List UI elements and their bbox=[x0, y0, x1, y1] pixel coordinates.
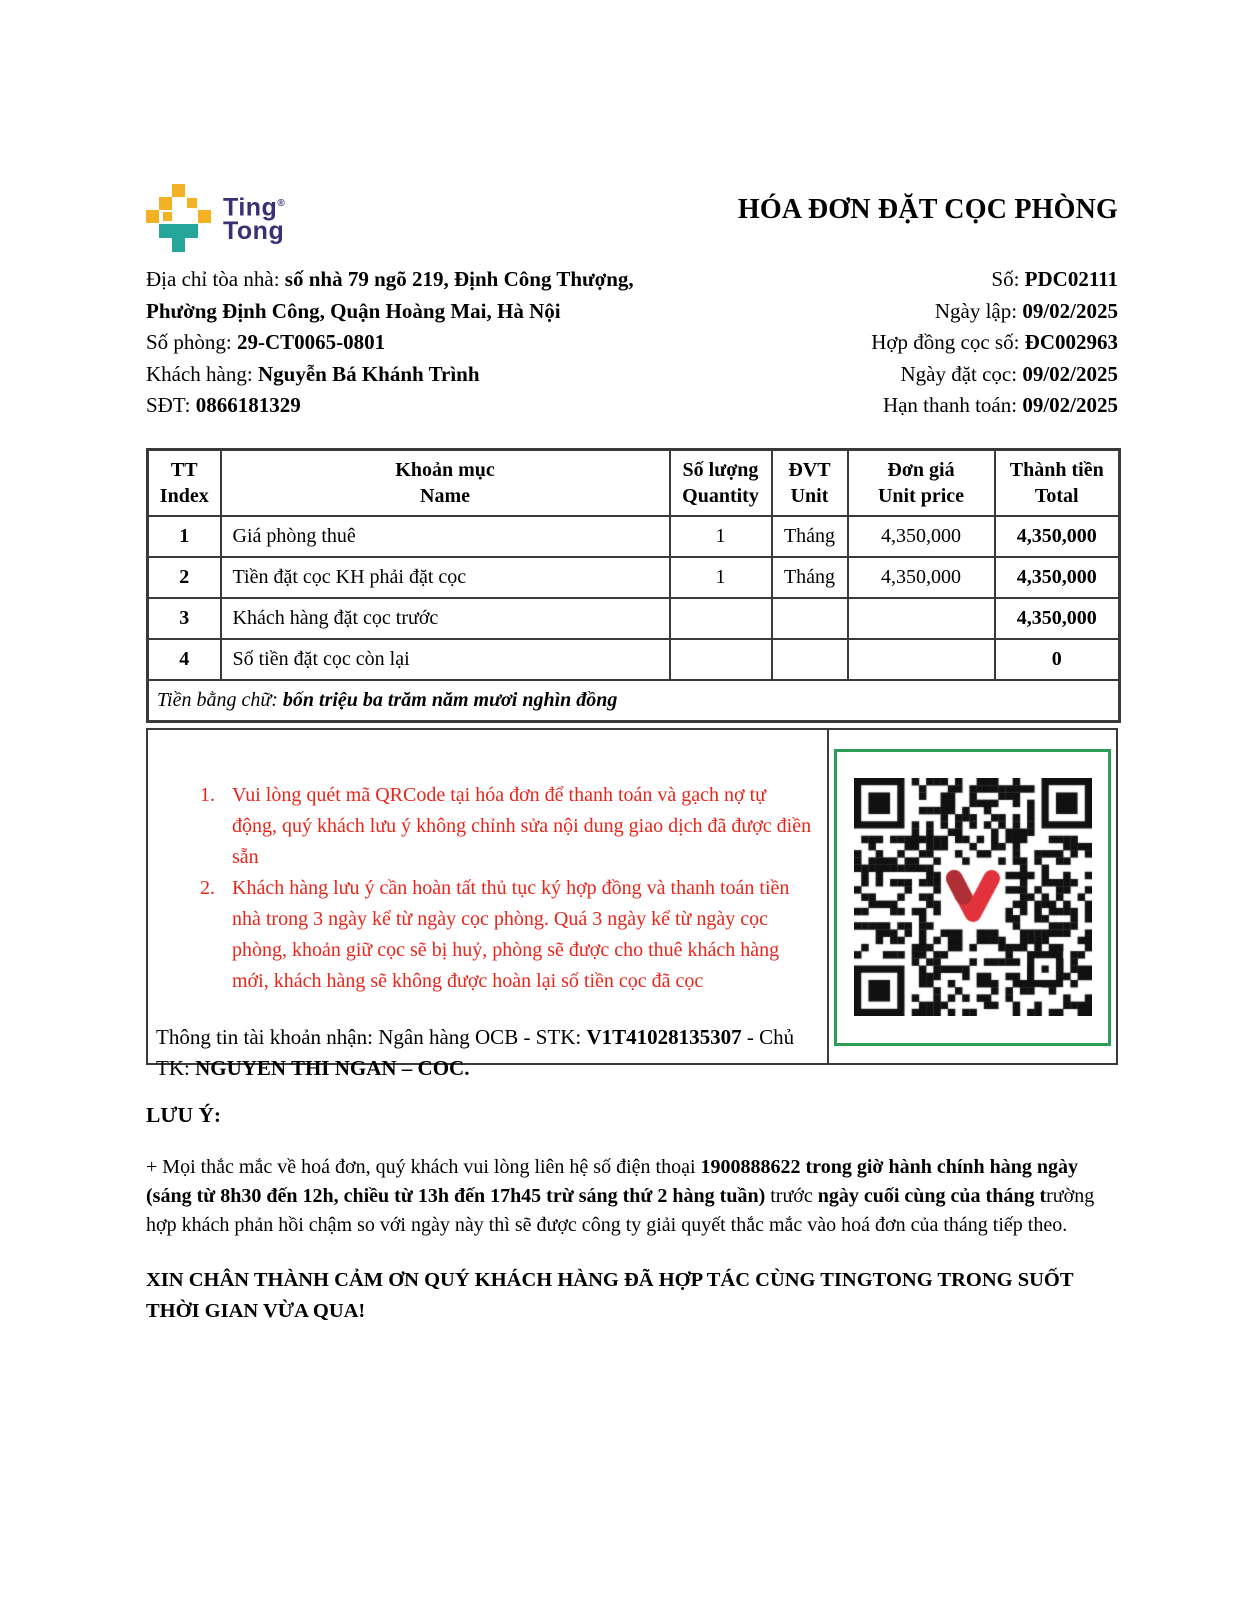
thank-you-note: XIN CHÂN THÀNH CẢM ƠN QUÝ KHÁCH HÀNG ĐÃ HỢP TÁC CÙNG TINGTONG TRONG SUỐT THỜI GIAN VỪA QUA! bbox=[146, 1268, 1074, 1322]
logo-word-ting: Ting bbox=[223, 193, 278, 222]
deposit-date-value: 09/02/2025 bbox=[1022, 361, 1118, 386]
cell-index: 4 bbox=[148, 639, 221, 680]
deposit-date-line: Ngày đặt cọc: 09/02/2025 bbox=[900, 361, 1118, 386]
notes-heading: LƯU Ý: bbox=[146, 1102, 222, 1127]
table-header bbox=[148, 449, 1120, 516]
col-header-total: Thành tiền Total bbox=[995, 449, 1120, 516]
cell-total: 4,350,000 bbox=[995, 516, 1120, 557]
header bbox=[146, 184, 1118, 252]
invoice-number-value: PDC02111 bbox=[1024, 267, 1118, 291]
notice-item-qr-payment: 1. Vui lòng quét mã QRCode tại hóa đơn để thanh toán và gạch nợ tự động, quý khách lưu ý không chỉnh sửa nội dung giao dịch đã được điền sẵn bbox=[220, 780, 813, 873]
table-row bbox=[148, 516, 1120, 557]
col-header-unit-price: Đơn giá Unit price bbox=[848, 449, 995, 516]
room-number-line: Số phòng: 29-CT0065-0801 bbox=[146, 330, 386, 354]
hotline-note: + Mọi thắc mắc về hoá đơn, quý khách vui lòng liên hệ số điện thoại 1900888622 trong giờ hành chính hàng ngày (sáng từ 8h30 đến 12h, chiều từ 13h đến 17h45 trừ sáng thứ 2 hàng tuần) trước ngày cuối cùng của tháng trường hợp khách phản hồi chậm so với ngày này thì sẽ được công ty giải quyết thắc mắc vào hoá đơn của tháng tiếp theo. bbox=[146, 1155, 1095, 1236]
payment-qr-code bbox=[854, 778, 1092, 1016]
amount-in-words-value: bốn triệu ba trăm năm mươi nghìn đồng bbox=[282, 688, 618, 711]
cell-quantity: 1 bbox=[670, 557, 772, 598]
deposit-contract-value: ĐC002963 bbox=[1024, 330, 1118, 354]
cell-quantity bbox=[670, 598, 772, 639]
cell-unit: Tháng bbox=[772, 516, 848, 557]
col-header-quantity: Số lượng Quantity bbox=[670, 449, 772, 516]
cell-name: Giá phòng thuê bbox=[221, 516, 670, 557]
cell-name: Số tiền đặt cọc còn lại bbox=[221, 639, 670, 680]
building-address-value: số nhà 79 ngõ 219, Định Công Thượng, Phường Định Công, Quận Hoàng Mai, Hà Nội bbox=[146, 267, 634, 323]
cell-unit bbox=[772, 598, 848, 639]
col-header-name: Khoản mục Name bbox=[221, 449, 670, 516]
cell-name: Tiền đặt cọc KH phải đặt cọc bbox=[221, 557, 670, 598]
payment-due-line: Hạn thanh toán: 09/02/2025 bbox=[882, 393, 1118, 417]
cell-index: 1 bbox=[148, 516, 221, 557]
cell-quantity bbox=[670, 639, 772, 680]
customer-name-line: Khách hàng: Nguyễn Bá Khánh Trình bbox=[146, 361, 480, 386]
phone-line: SĐT: 0866181329 bbox=[146, 393, 301, 417]
cell-index: 2 bbox=[148, 557, 221, 598]
red-notice-list bbox=[156, 780, 813, 997]
tingtong-logo-text bbox=[223, 192, 286, 246]
cell-unit: Tháng bbox=[772, 557, 848, 598]
invoice-content bbox=[146, 0, 1118, 1327]
qr-frame bbox=[834, 749, 1111, 1046]
col-header-unit: ĐVT Unit bbox=[772, 449, 848, 516]
building-address-line: Địa chỉ tòa nhà: số nhà 79 ngõ 219, Định Công Thượng, Phường Định Công, Quận Hoàng Mai, Hà Nội bbox=[146, 267, 634, 323]
invoice-info bbox=[146, 264, 1118, 422]
table-row bbox=[148, 639, 1120, 680]
notice-item-deposit-policy: 2. Khách hàng lưu ý cần hoàn tất thủ tục ký hợp đồng và thanh toán tiền nhà trong 3 ngày kể từ ngày cọc phòng. Quá 3 ngày kể từ ngày cọc phòng, khoản giữ cọc sẽ bị huỷ, phòng sẽ được cho thuê khách hàng mới, khách hàng sẽ không được hoàn lại số tiền cọc đã cọc bbox=[220, 873, 813, 997]
cell-total: 4,350,000 bbox=[995, 598, 1120, 639]
table-row bbox=[148, 557, 1120, 598]
cell-total: 0 bbox=[995, 639, 1120, 680]
tingtong-logo-mark bbox=[146, 184, 211, 252]
deadline-emphasis: ngày cuối cùng của tháng t bbox=[817, 1184, 1047, 1207]
issue-date-value: 09/02/2025 bbox=[1022, 298, 1118, 323]
customer-name-value: Nguyễn Bá Khánh Trình bbox=[257, 361, 480, 386]
line-items-table bbox=[146, 448, 1121, 723]
bank-account-holder: NGUYEN THI NGAN – COC. bbox=[195, 1055, 470, 1080]
phone-value: 0866181329 bbox=[195, 393, 301, 417]
cell-unit-price bbox=[848, 639, 995, 680]
invoice-meta bbox=[871, 264, 1118, 422]
table-row bbox=[148, 598, 1120, 639]
room-number-value: 29-CT0065-0801 bbox=[237, 330, 386, 354]
cell-index: 3 bbox=[148, 598, 221, 639]
tingtong-logo bbox=[146, 184, 285, 252]
cell-unit bbox=[772, 639, 848, 680]
amount-in-words: Tiền bằng chữ: bốn triệu ba trăm năm mươi nghìn đồng bbox=[148, 680, 1120, 722]
payment-notes bbox=[148, 730, 827, 1080]
logo-word-tong: Tong bbox=[223, 217, 285, 246]
page-title: HÓA ĐƠN ĐẶT CỌC PHÒNG bbox=[737, 194, 1118, 225]
qr-cell bbox=[827, 730, 1116, 1063]
bank-account-number: V1T41028135307 bbox=[586, 1024, 742, 1049]
deposit-contract-line: Hợp đồng cọc số: ĐC002963 bbox=[871, 330, 1118, 354]
payment-due-value: 09/02/2025 bbox=[1022, 393, 1118, 417]
registered-trademark-symbol: ® bbox=[277, 198, 286, 209]
bank-account-info: Thông tin tài khoản nhận: Ngân hàng OCB - STK: V1T41028135307 - Chủ TK: NGUYEN THI NGAN – COC. bbox=[156, 1024, 795, 1080]
cell-unit-price: 4,350,000 bbox=[848, 557, 995, 598]
amount-in-words-row bbox=[148, 680, 1120, 722]
customer-info bbox=[146, 264, 658, 422]
issue-date-line: Ngày lập: 09/02/2025 bbox=[934, 298, 1118, 323]
hotline-number-and-hours: 1900888622 trong giờ hành chính hàng ngày (sáng từ 8h30 đến 12h, chiều từ 13h đến 17h45 trừ sáng thứ 2 hàng tuần) bbox=[146, 1155, 1078, 1207]
cell-quantity: 1 bbox=[670, 516, 772, 557]
payment-notes-box bbox=[146, 728, 1118, 1080]
cell-unit-price: 4,350,000 bbox=[848, 516, 995, 557]
cell-unit-price bbox=[848, 598, 995, 639]
cell-total: 4,350,000 bbox=[995, 557, 1120, 598]
cell-name: Khách hàng đặt cọc trước bbox=[221, 598, 670, 639]
col-header-index: TT Index bbox=[148, 449, 221, 516]
invoice-number-line: Số: PDC02111 bbox=[991, 267, 1118, 291]
